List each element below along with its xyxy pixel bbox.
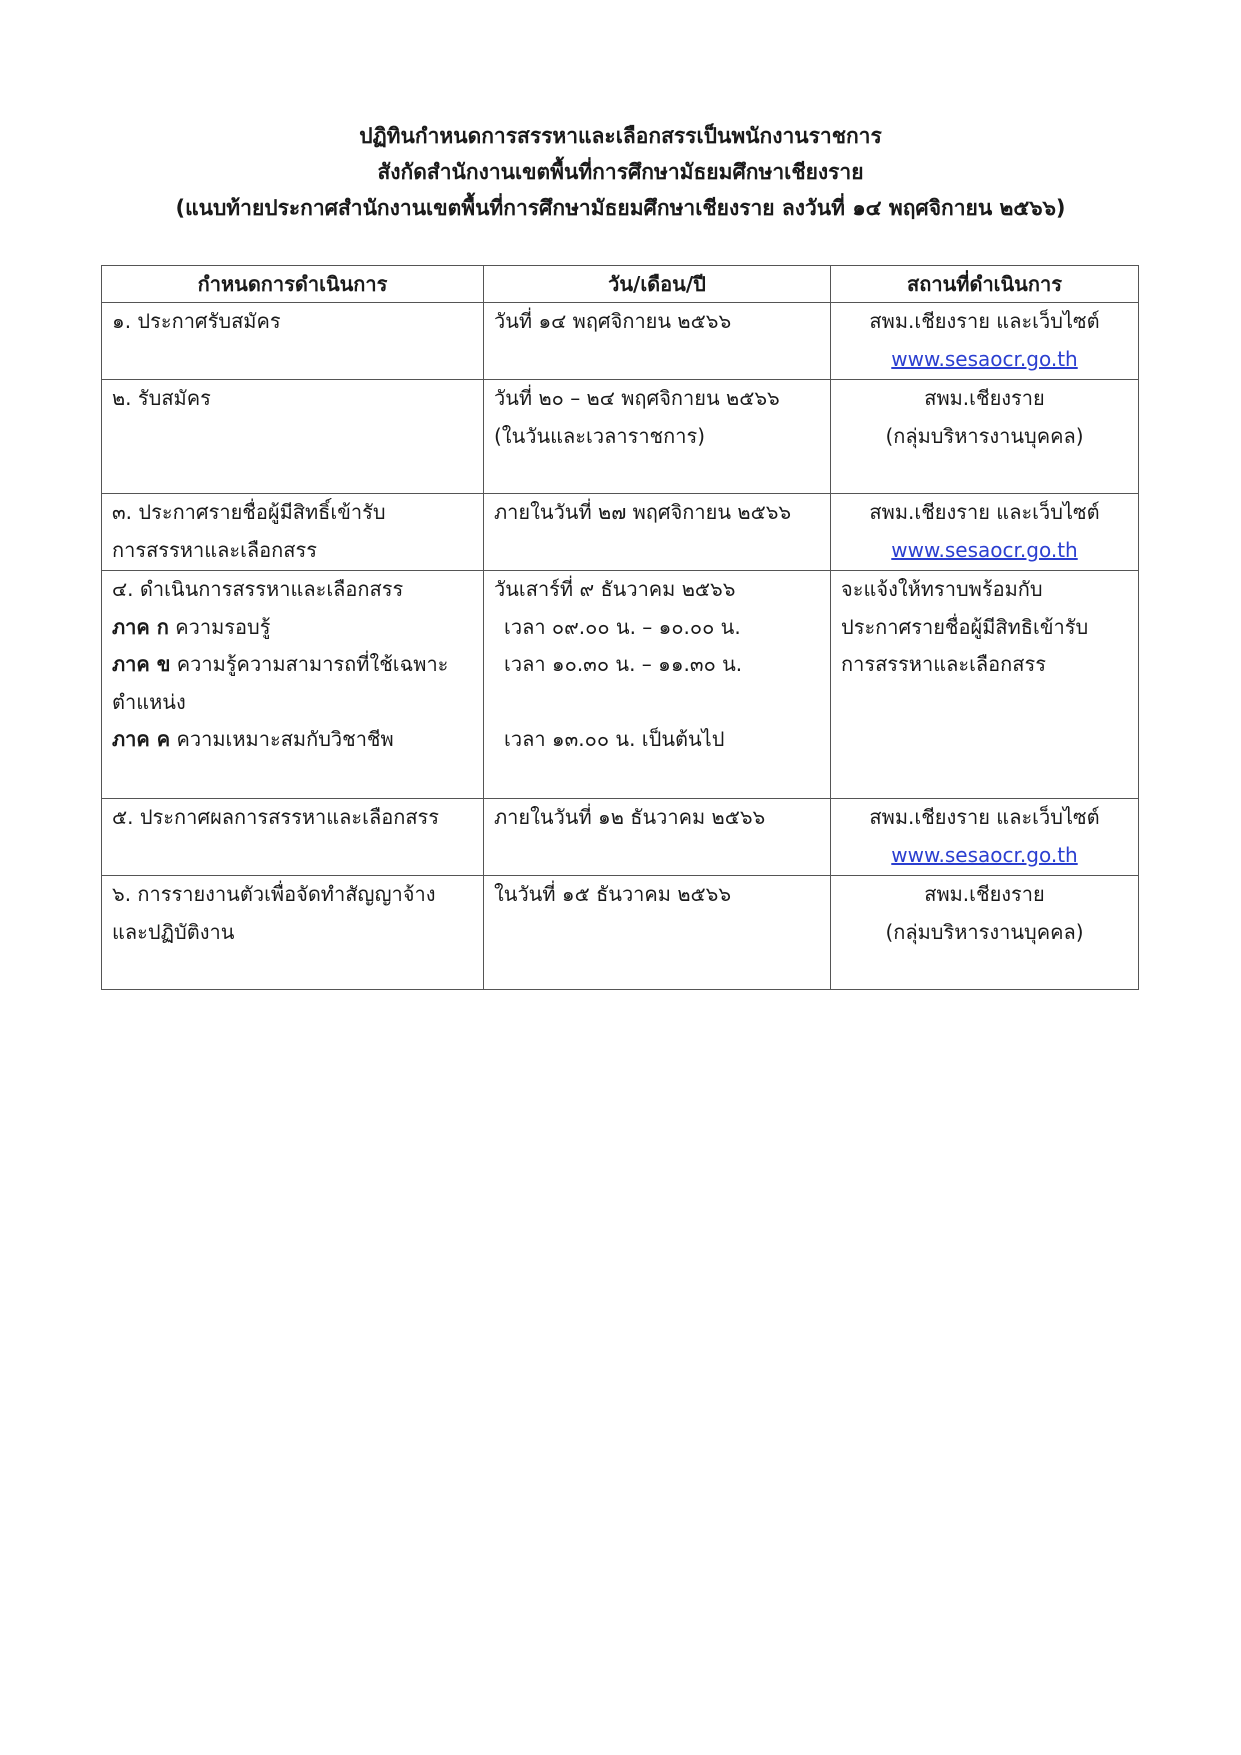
table-row	[102, 380, 1139, 494]
part-text: ความเหมาะสมกับวิชาชีพ	[170, 727, 394, 751]
table-row	[102, 571, 1139, 799]
schedule-table	[101, 265, 1139, 990]
exam-part-a	[112, 609, 473, 647]
date-cell	[484, 494, 831, 571]
part-text: ความรู้ความสามารถที่ใช้เฉพาะ	[170, 652, 449, 676]
part-label: ภาค ก	[112, 614, 169, 639]
activity-cell	[102, 303, 484, 380]
date-text: วันที่ ๒๐ – ๒๔ พฤศจิกายน ๒๕๖๖	[494, 386, 780, 410]
place-subtext: (กลุ่มบริหารงานบุคคล)	[885, 919, 1084, 944]
date-cell	[484, 876, 831, 990]
activity-cell	[102, 876, 484, 990]
website-link[interactable]: www.sesaocr.go.th	[891, 842, 1078, 867]
place-text: จะแจ้งให้ทราบพร้อมกับ	[841, 577, 1043, 601]
part-text: ความรอบรู้	[168, 614, 271, 639]
document-title: ปฏิทินกำหนดการสรรหาและเลือกสรรเป็นพนักงานราชการ	[359, 124, 882, 148]
column-header-date: วัน/เดือน/ปี	[484, 266, 831, 303]
activity-text: ๕. ประกาศผลการสรรหาและเลือกสรร	[112, 805, 440, 829]
table-row	[102, 799, 1139, 876]
place-text: สพม.เชียงราย และเว็บไซต์	[869, 500, 1100, 524]
time-slot: เวลา ๑๓.๐๐ น. เป็นต้นไป	[504, 727, 725, 751]
website-link[interactable]: www.sesaocr.go.th	[891, 346, 1078, 371]
document-header	[0, 118, 1241, 226]
place-text: สพม.เชียงราย	[924, 882, 1045, 906]
column-header-place: สถานที่ดำเนินการ	[831, 266, 1139, 303]
table-row	[102, 303, 1139, 380]
place-cell	[831, 494, 1139, 571]
activity-text-cont: และปฏิบัติงาน	[112, 919, 235, 944]
place-cell	[831, 876, 1139, 990]
document-subtitle: สังกัดสำนักงานเขตพื้นที่การศึกษามัธยมศึกษาเชียงราย	[377, 160, 864, 184]
column-header-activity: กำหนดการดำเนินการ	[102, 266, 484, 303]
part-label: ภาค ข	[112, 652, 171, 676]
activity-cell	[102, 380, 484, 494]
part-label: ภาค ค	[112, 727, 171, 751]
place-text: การสรรหาและเลือกสรร	[841, 652, 1046, 676]
date-cell	[484, 303, 831, 380]
place-cell	[831, 380, 1139, 494]
place-subtext: (กลุ่มบริหารงานบุคคล)	[885, 423, 1084, 448]
time-slot: เวลา ๑๐.๓๐ น. – ๑๑.๓๐ น.	[504, 652, 743, 676]
time-slot: เวลา ๐๙.๐๐ น. – ๑๐.๐๐ น.	[504, 614, 741, 639]
date-text: วันเสาร์ที่ ๙ ธันวาคม ๒๕๖๖	[494, 577, 736, 601]
website-link[interactable]: www.sesaocr.go.th	[891, 537, 1078, 562]
activity-text: ๓. ประกาศรายชื่อผู้มีสิทธิ์เข้ารับ	[112, 500, 386, 524]
date-text: ภายในวันที่ ๒๗ พฤศจิกายน ๒๕๖๖	[494, 500, 792, 524]
activity-text: ๖. การรายงานตัวเพื่อจัดทำสัญญาจ้าง	[112, 882, 436, 906]
date-cell	[484, 571, 831, 799]
place-text: ประกาศรายชื่อผู้มีสิทธิเข้ารับ	[841, 614, 1089, 639]
date-cell	[484, 380, 831, 494]
table-header-row	[102, 266, 1139, 303]
place-cell	[831, 303, 1139, 380]
date-text: ในวันที่ ๑๕ ธันวาคม ๒๕๖๖	[494, 882, 732, 906]
date-cell	[484, 799, 831, 876]
date-text: ภายในวันที่ ๑๒ ธันวาคม ๒๕๖๖	[494, 805, 766, 829]
table-row	[102, 494, 1139, 571]
place-text: สพม.เชียงราย และเว็บไซต์	[869, 805, 1100, 829]
exam-part-b-cont: ตำแหน่ง	[112, 689, 186, 714]
activity-text-cont: การสรรหาและเลือกสรร	[112, 537, 317, 562]
place-text: สพม.เชียงราย และเว็บไซต์	[869, 309, 1100, 333]
activity-text: ๔. ดำเนินการสรรหาและเลือกสรร	[112, 577, 404, 601]
date-note: (ในวันและเวลาราชการ)	[494, 423, 706, 448]
activity-cell	[102, 494, 484, 571]
table-row	[102, 876, 1139, 990]
place-text: สพม.เชียงราย	[924, 386, 1045, 410]
date-text: วันที่ ๑๔ พฤศจิกายน ๒๕๖๖	[494, 309, 732, 333]
document-annex-note: (แนบท้ายประกาศสำนักงานเขตพื้นที่การศึกษามัธยมศึกษาเชียงราย ลงวันที่ ๑๔ พฤศจิกายน ๒๕๖๖)	[175, 196, 1066, 220]
exam-part-b	[112, 646, 473, 684]
activity-text: ๒. รับสมัคร	[112, 386, 211, 410]
exam-part-c	[112, 721, 473, 759]
place-cell	[831, 799, 1139, 876]
activity-cell	[102, 799, 484, 876]
activity-text: ๑. ประกาศรับสมัคร	[112, 309, 281, 333]
place-cell	[831, 571, 1139, 799]
activity-cell	[102, 571, 484, 799]
